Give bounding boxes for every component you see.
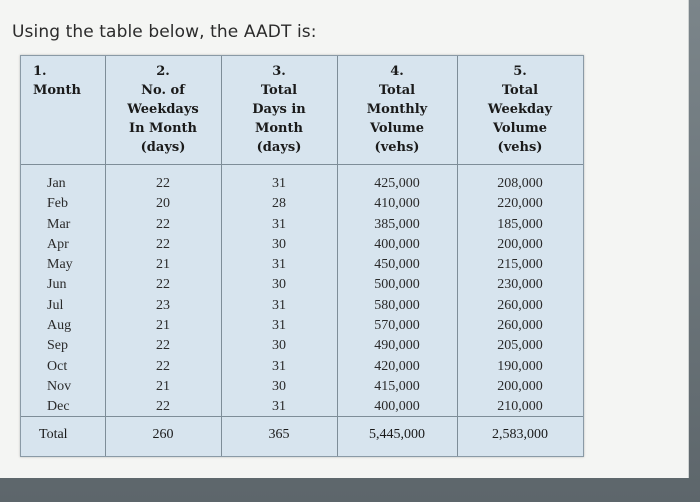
- total-days-cell: 31: [272, 257, 286, 273]
- month-cell: Aug: [47, 318, 72, 334]
- weekday-volume-cell: 200,000: [497, 378, 543, 394]
- total-label: Total: [39, 427, 68, 442]
- total-days-cell: 28: [272, 196, 286, 212]
- monthly-volume-cell: 400,000: [374, 236, 420, 252]
- header-total-days: [221, 62, 337, 157]
- monthly-volume-cell: 420,000: [374, 358, 420, 374]
- total-days-cell: 31: [272, 176, 286, 191]
- monthly-volume-cell: 400,000: [374, 399, 420, 415]
- header-line: (days): [256, 140, 302, 155]
- monthly-volume-column: [337, 174, 457, 418]
- total-weekday-volume: 2,583,000: [492, 427, 548, 442]
- monthly-volume-cell: 500,000: [374, 277, 420, 293]
- weekday-volume-cell: 200,000: [497, 236, 543, 252]
- total-days: 365: [268, 427, 290, 442]
- weekdays-cell: 22: [156, 358, 170, 374]
- total-days-cell: 30: [272, 277, 286, 293]
- weekdays-column: [105, 174, 221, 418]
- total-monthly-volume: 5,445,000: [369, 427, 425, 442]
- total-days-column: [221, 174, 337, 418]
- question-text: Using the table below, the AADT is:: [12, 22, 317, 42]
- header-line: Monthly: [366, 102, 428, 117]
- header-line: 4.: [390, 64, 404, 79]
- weekdays-cell: 21: [156, 318, 170, 334]
- header-line: (vehs): [497, 140, 543, 155]
- total-weekdays: 260: [152, 427, 174, 442]
- weekday-volume-cell: 215,000: [497, 257, 543, 273]
- weekday-volume-cell: 190,000: [497, 358, 543, 374]
- header-line: Month: [33, 83, 81, 98]
- weekday-volume-cell: 220,000: [497, 196, 543, 212]
- header-line: No. of: [141, 83, 185, 98]
- monthly-volume-cell: 570,000: [374, 318, 420, 334]
- total-days-cell: 31: [272, 297, 286, 313]
- header-monthly-volume: [337, 62, 457, 157]
- total-days-cell: 30: [272, 236, 286, 252]
- weekday-volume-cell: 205,000: [497, 338, 543, 354]
- weekdays-cell: 22: [156, 236, 170, 252]
- weekdays-cell: 22: [156, 176, 170, 191]
- header-month: [21, 62, 105, 100]
- weekdays-cell: 22: [156, 277, 170, 293]
- weekday-volume-column: [457, 174, 583, 418]
- header-line: 1.: [33, 64, 47, 79]
- monthly-volume-cell: 425,000: [374, 176, 420, 191]
- weekdays-cell: 20: [156, 196, 170, 212]
- weekday-volume-cell: 210,000: [497, 399, 543, 415]
- total-days-cell: 30: [272, 338, 286, 354]
- month-cell: Jul: [47, 297, 64, 313]
- monthly-volume-cell: 385,000: [374, 216, 420, 232]
- header-line: 2.: [156, 64, 170, 79]
- month-cell: Oct: [47, 358, 68, 374]
- weekday-volume-cell: 185,000: [497, 216, 543, 232]
- month-cell: Apr: [47, 236, 69, 252]
- weekdays-cell: 21: [156, 378, 170, 394]
- month-cell: Jan: [47, 176, 66, 191]
- header-weekdays: [105, 62, 221, 157]
- weekday-volume-cell: 208,000: [497, 176, 543, 191]
- weekdays-cell: 22: [156, 399, 170, 415]
- weekdays-cell: 22: [156, 338, 170, 354]
- header-line: 3.: [272, 64, 286, 79]
- month-cell: Nov: [47, 378, 72, 394]
- header-line: Total: [260, 83, 298, 98]
- header-line: Weekdays: [127, 102, 199, 117]
- monthly-volume-cell: 415,000: [374, 378, 420, 394]
- header-line: (vehs): [374, 140, 420, 155]
- weekday-volume-cell: 260,000: [497, 297, 543, 313]
- month-cell: Jun: [47, 277, 67, 293]
- header-line: Total: [378, 83, 416, 98]
- month-cell: Mar: [47, 216, 71, 232]
- header-line: Days in: [252, 102, 306, 117]
- header-line: 5.: [513, 64, 527, 79]
- total-days-cell: 31: [272, 318, 286, 334]
- header-divider: [21, 164, 583, 165]
- header-line: (days): [140, 140, 186, 155]
- monthly-volume-cell: 490,000: [374, 338, 420, 354]
- header-weekday-volume: [457, 62, 583, 157]
- monthly-volume-cell: 450,000: [374, 257, 420, 273]
- month-cell: Sep: [47, 338, 68, 354]
- month-column: [47, 174, 73, 418]
- total-days-cell: 31: [272, 358, 286, 374]
- weekdays-cell: 23: [156, 297, 170, 313]
- weekdays-cell: 21: [156, 257, 170, 273]
- month-cell: May: [47, 257, 73, 273]
- monthly-volume-cell: 410,000: [374, 196, 420, 212]
- total-days-cell: 31: [272, 399, 286, 415]
- header-line: Volume: [370, 121, 424, 136]
- month-cell: Dec: [47, 399, 70, 415]
- weekday-volume-cell: 230,000: [497, 277, 543, 293]
- header-line: In Month: [128, 121, 198, 136]
- month-cell: Feb: [47, 196, 68, 212]
- header-line: Weekday: [487, 102, 553, 117]
- weekdays-cell: 22: [156, 216, 170, 232]
- aadt-table: [20, 55, 584, 457]
- header-line: Total: [501, 83, 539, 98]
- header-line: Volume: [493, 121, 547, 136]
- header-line: Month: [255, 121, 303, 136]
- weekday-volume-cell: 260,000: [497, 318, 543, 334]
- total-days-cell: 31: [272, 216, 286, 232]
- total-days-cell: 30: [272, 378, 286, 394]
- monthly-volume-cell: 580,000: [374, 297, 420, 313]
